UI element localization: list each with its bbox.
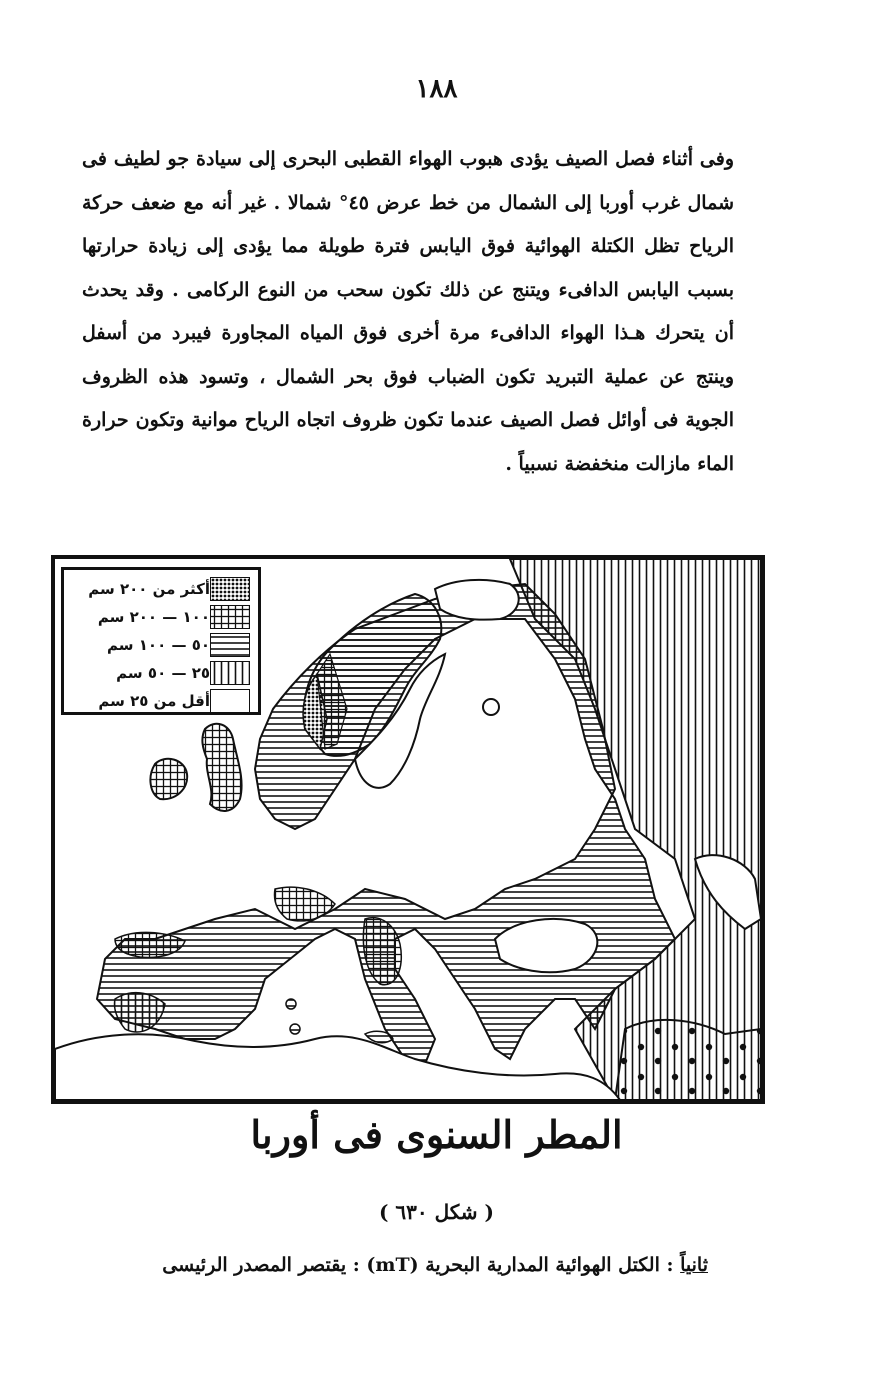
rainfall-map xyxy=(51,555,765,1104)
crosshatch-swatch xyxy=(210,605,250,629)
page-number: ١٨٨ xyxy=(415,74,458,104)
section-heading-line xyxy=(82,1254,708,1276)
section-heading: ثانياً xyxy=(680,1254,708,1276)
section-heading-text: : الكتل الهوائية المدارية البحرية (mT) : يقتصر المصدر الرئيسى xyxy=(162,1254,681,1276)
legend-item xyxy=(70,660,258,686)
figure-caption: ( شكل ٦٣٠ ) xyxy=(378,1200,494,1224)
legend-item xyxy=(70,688,258,714)
vertical-lines-swatch xyxy=(210,661,250,685)
legend-label: ١٠٠ — ٢٠٠ سم xyxy=(97,608,210,626)
legend-item xyxy=(70,632,258,658)
figure-title: المطر السنوى فى أوربا xyxy=(250,1112,623,1157)
horizontal-lines-swatch xyxy=(210,633,250,657)
body-paragraph xyxy=(82,138,734,486)
map-legend xyxy=(61,567,261,715)
legend-item xyxy=(70,576,258,602)
legend-item xyxy=(70,604,258,630)
blank-swatch xyxy=(210,689,250,713)
legend-label: أقل من ٢٥ سم xyxy=(98,692,210,710)
legend-label: ٥٠ — ١٠٠ سم xyxy=(107,636,210,654)
legend-label: أكثر من ٢٠٠ سم xyxy=(88,580,210,598)
paragraph-text: وفى أثناء فصل الصيف يؤدى هبوب الهواء القطبى البحرى إلى سيادة جو لطيف فى شمال غرب أوربا إلى الشمال من خط عرض ٤٥° شمالا . غير أنه مع ضعف حركة الرياح تظل الكتلة الهوائية فوق اليابس فترة طويلة مما يؤدى إلى زيادة حرارتها بسبب اليابس الدافىء ويتنج عن ذلك تكون سحب من النوع الركامى . وقد يحدث أن يتحرك هـذا الهواء الدافىء مرة أخرى فوق المياه المجاورة فيبرد من أسفل وينتج عن عملية التبريد تكون الضباب فوق بحر الشمال ، وتسود هذه الظروف الجوية فى أوائل فصل الصيف عندما تكون ظروف اتجاه الرياح موانية وتكون حرارة الماء مازالت منخفضة نسبياً . xyxy=(82,148,735,475)
legend-label: ٢٥ — ٥٠ سم xyxy=(116,664,210,682)
dense-dots-swatch xyxy=(210,577,250,601)
